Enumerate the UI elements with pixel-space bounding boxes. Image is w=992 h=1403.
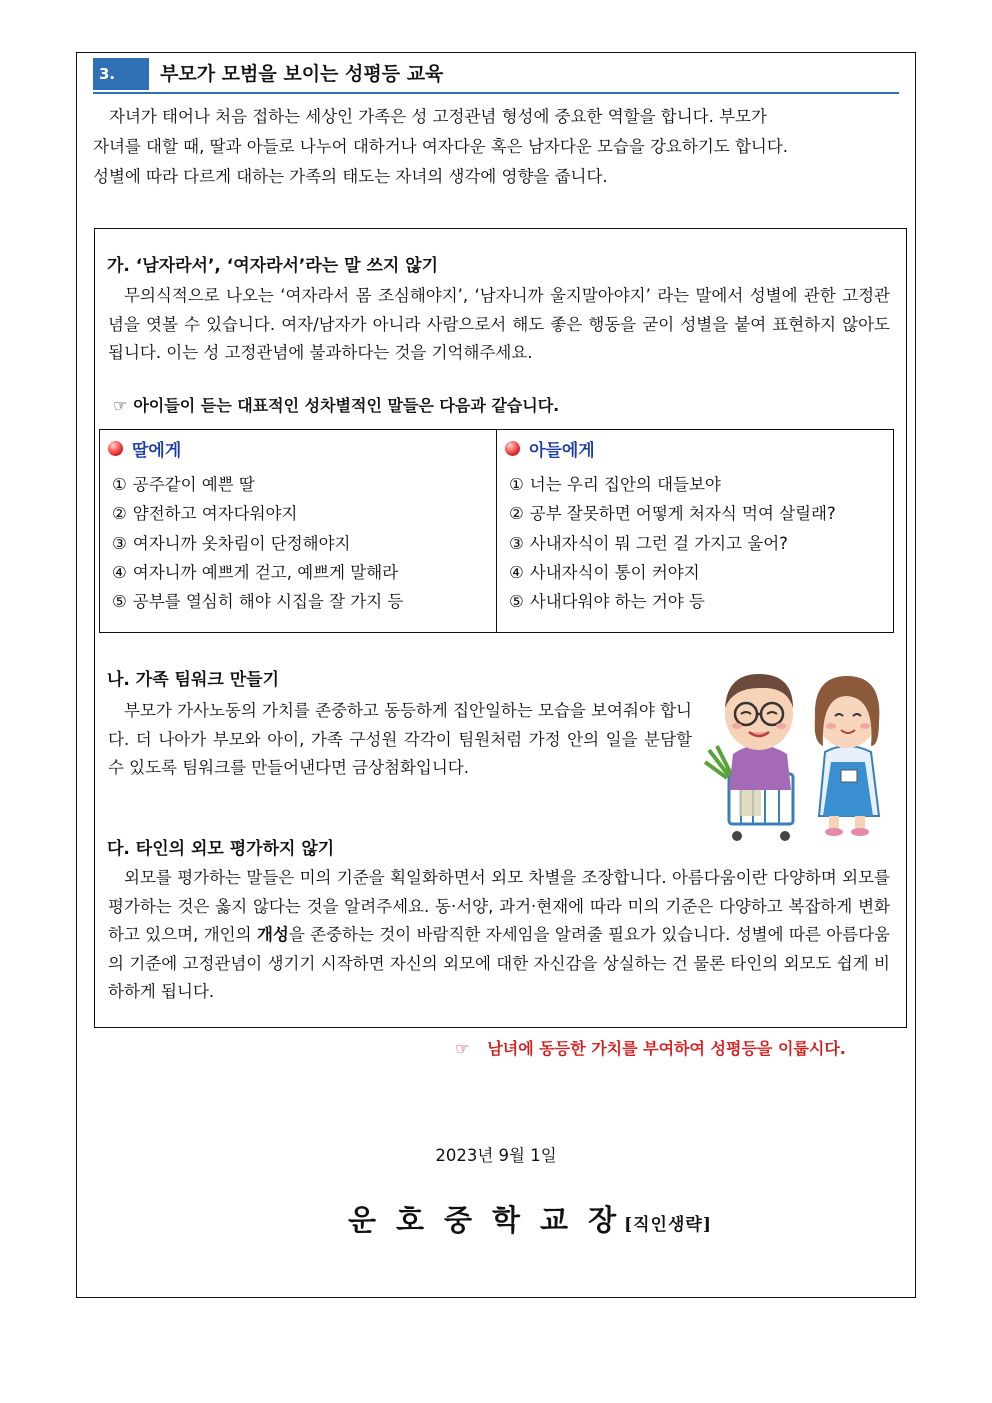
daughter-header (108, 436, 181, 460)
list-item-number: ⑤ (509, 592, 524, 612)
list-item-text: 여자니까 옷차림이 단정해야지 (132, 533, 351, 553)
daughter-column (100, 430, 496, 632)
closing-slogan (455, 1036, 846, 1062)
subsection-ga-title: 가. ‘남자라서’, ‘여자라서’라는 말 쓰지 않기 (107, 256, 439, 276)
mother-figure (815, 676, 880, 836)
examples-note-text: 아이들이 듣는 대표적인 성차별적인 말들은 다음과 같습니다. (133, 396, 560, 415)
list-item (509, 499, 836, 528)
subsection-na-body: 부모가 가사노동의 가치를 존중하고 동등하게 집안일하는 모습을 보여줘야 합니다. 더 나아가 부모와 아이, 가족 구성원 각각이 팀원처럼 가정 안의 일을 분담할 수 있도록 팀워크를 만들어낸다면 금상첨화입니다. (108, 701, 692, 777)
da-body-part-1: 외모를 평가하는 말들은 미의 기준을 획일화하면서 외모 차별을 조장합니다. 아름다움이란 다양하며 외모를 평가하는 것은 옳지 않다는 것을 알려주세요. 동·서양, 과거·현재에 따라 미의 기준은 다양하고 복잡하게 변화하고 있으며, 개인의 (108, 868, 890, 944)
intro-paragraph (93, 102, 899, 192)
list-item (112, 499, 403, 528)
list-item-number: ① (112, 475, 127, 494)
list-item-number: ① (509, 475, 524, 494)
son-list (509, 470, 836, 616)
subsection-da-body (108, 864, 890, 1007)
section-number: 3. (93, 58, 149, 90)
list-item-text: 사내자식이 뭐 그런 걸 가지고 울어? (529, 533, 788, 553)
pointing-hand-icon: ☞ (113, 396, 128, 415)
list-item-number: ③ (509, 533, 524, 553)
list-item (509, 558, 836, 587)
da-body-emphasis: 개성 (256, 925, 289, 944)
section-title: 부모가 모범을 보이는 성평등 교육 (160, 63, 444, 85)
list-item-number: ③ (112, 533, 127, 553)
list-item-text: 여자니까 예쁘게 걷고, 예쁘게 말해라 (132, 562, 399, 582)
intro-line-2: 자녀를 대할 때, 딸과 아들로 나누어 대하거나 여자다운 혹은 남자다운 모습을 강요하기도 합니다. (93, 137, 789, 156)
list-item (112, 529, 403, 558)
signer-name: 운호중학교장 (348, 1203, 637, 1237)
list-item (509, 529, 836, 558)
section-header (93, 58, 899, 94)
intro-line-3: 성별에 따라 다르게 대하는 가족의 태도는 자녀의 생각에 영향을 줍니다. (93, 167, 608, 186)
list-item-text: 공주같이 예쁜 딸 (132, 475, 255, 494)
list-item-number: ② (112, 504, 127, 524)
list-item-number: ② (509, 504, 524, 524)
list-item-number: ⑤ (112, 592, 127, 612)
list-item-text: 얌전하고 여자다워야지 (132, 504, 298, 524)
subsection-ga-body: 무의식적으로 나오는 ‘여자라서 몸 조심해야지’, ‘남자니까 울지말아야지’ 라는 말에서 성별에 관한 고정관념을 엿볼 수 있습니다. 여자/남자가 아니라 사람으로서 해도 좋은 행동을 굳이 성별을 붙여 표현하지 않아도 됩니다. 이는 성 고정관념에 불과하다는 것을 기억해주세요. (108, 286, 890, 362)
daughter-list (112, 470, 403, 616)
father-figure (725, 674, 793, 790)
list-item (112, 470, 403, 499)
list-item-text: 공부를 열심히 해야 시집을 잘 가지 등 (132, 592, 404, 612)
list-item-text: 사내자식이 통이 커야지 (529, 562, 700, 582)
list-item (112, 558, 403, 587)
intro-line-1: 자녀가 태어나 처음 접하는 세상인 가족은 성 고정관념 형성에 중요한 역할을 합니다. 부모가 (109, 107, 767, 126)
daughter-header-label: 딸에게 (132, 440, 182, 461)
closing-slogan-text: 남녀에 동등한 가치를 부여하여 성평등을 이룹시다. (487, 1039, 846, 1058)
examples-table (99, 429, 894, 633)
list-item-text: 공부 잘못하면 어떻게 처자식 먹여 살릴래? (529, 504, 836, 524)
son-header-label: 아들에게 (529, 440, 595, 461)
list-item (112, 587, 403, 616)
son-header (505, 436, 595, 460)
issue-date: 2023년 9월 1일 (435, 1146, 557, 1165)
family-illustration (703, 666, 897, 846)
list-item (509, 587, 836, 616)
subsection-da-title: 다. 타인의 외모 평가하지 않기 (107, 839, 335, 859)
pointing-hand-icon: ☞ (455, 1039, 470, 1058)
list-item-number: ④ (112, 562, 127, 582)
da-body-part-2: 을 존중하는 것이 바람직한 자세임을 알려줄 필요가 있습니다. 성별에 따른 아름다움의 기준에 고정관념이 생기기 시작하면 자신의 외모에 대한 자신감을 상실하는 건 물론 타인의 외모도 쉽게 비하하게 됩니다. (108, 925, 890, 1001)
son-column (496, 430, 893, 632)
red-bullet-icon (108, 441, 123, 456)
red-bullet-icon (505, 441, 520, 456)
subsection-na-title: 나. 가족 팀워크 만들기 (107, 670, 280, 690)
list-item-text: 너는 우리 집안의 대들보야 (529, 475, 721, 494)
seal-note: [직인생략] (624, 1215, 712, 1235)
list-item-number: ④ (509, 562, 524, 582)
list-item-text: 사내다워야 하는 거야 등 (529, 592, 705, 612)
examples-note (113, 393, 559, 419)
list-item (509, 470, 836, 499)
signature-block (348, 1198, 712, 1239)
